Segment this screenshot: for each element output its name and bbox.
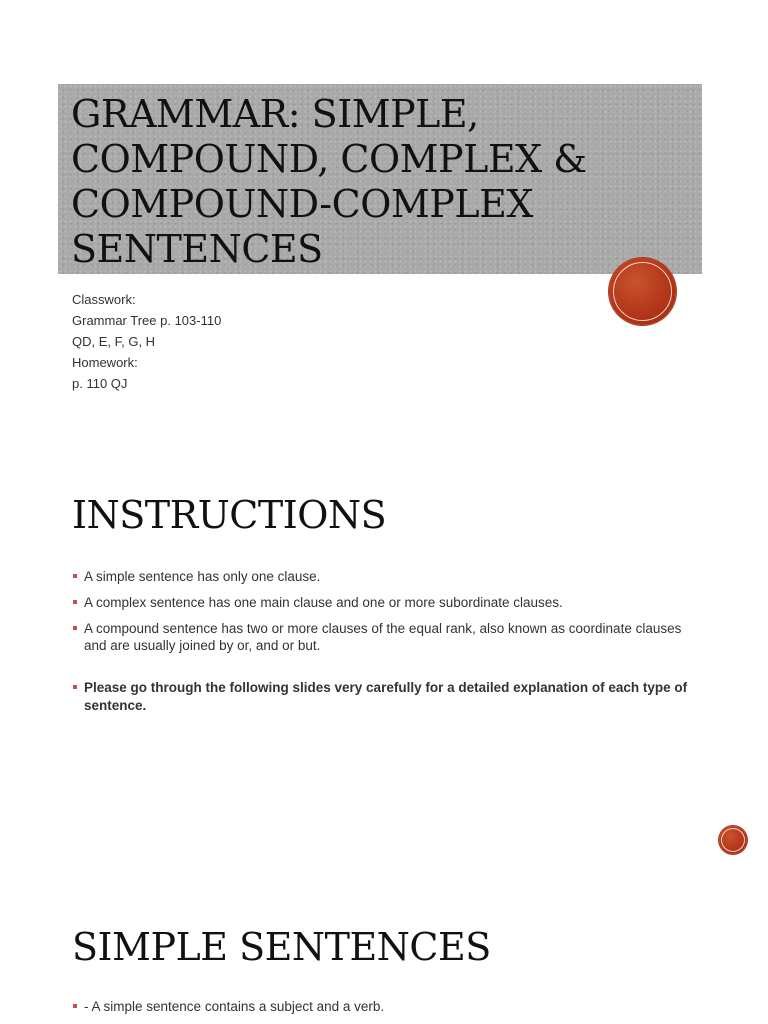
simple-sentences-list: [72, 998, 702, 1023]
decorative-circle-icon: [609, 258, 676, 325]
title-line: COMPOUND, COMPLEX &: [71, 137, 587, 181]
classwork-text: [72, 289, 221, 394]
decorative-circle-icon: [719, 826, 747, 854]
list-item: Please go through the following slides very carefully for a detailed explanation of each type of sentence.: [72, 679, 702, 715]
classwork-line: Homework:: [72, 355, 138, 370]
classwork-line: p. 110 QJ: [72, 376, 128, 391]
instructions-list: [72, 568, 702, 724]
classwork-line: QD, E, F, G, H: [72, 334, 156, 349]
title-line: GRAMMAR: SIMPLE,: [71, 92, 479, 136]
list-item: A simple sentence has only one clause.: [72, 568, 702, 585]
instructions-heading: INSTRUCTIONS: [72, 493, 387, 537]
list-item: A complex sentence has one main clause and one or more subordinate clauses.: [72, 594, 702, 611]
list-item: - A simple sentence contains a subject and a verb.: [72, 998, 702, 1015]
classwork-line: Grammar Tree p. 103-110: [72, 313, 222, 328]
simple-sentences-heading: SIMPLE SENTENCES: [72, 925, 491, 969]
title-line: SENTENCES: [71, 227, 323, 271]
title-line: COMPOUND-COMPLEX: [71, 182, 533, 226]
classwork-line: Classwork:: [72, 292, 136, 307]
slide-title: [71, 92, 691, 272]
list-item: A compound sentence has two or more clauses of the equal rank, also known as coordinate clauses and are usually joined by or, and or but.: [72, 620, 702, 654]
